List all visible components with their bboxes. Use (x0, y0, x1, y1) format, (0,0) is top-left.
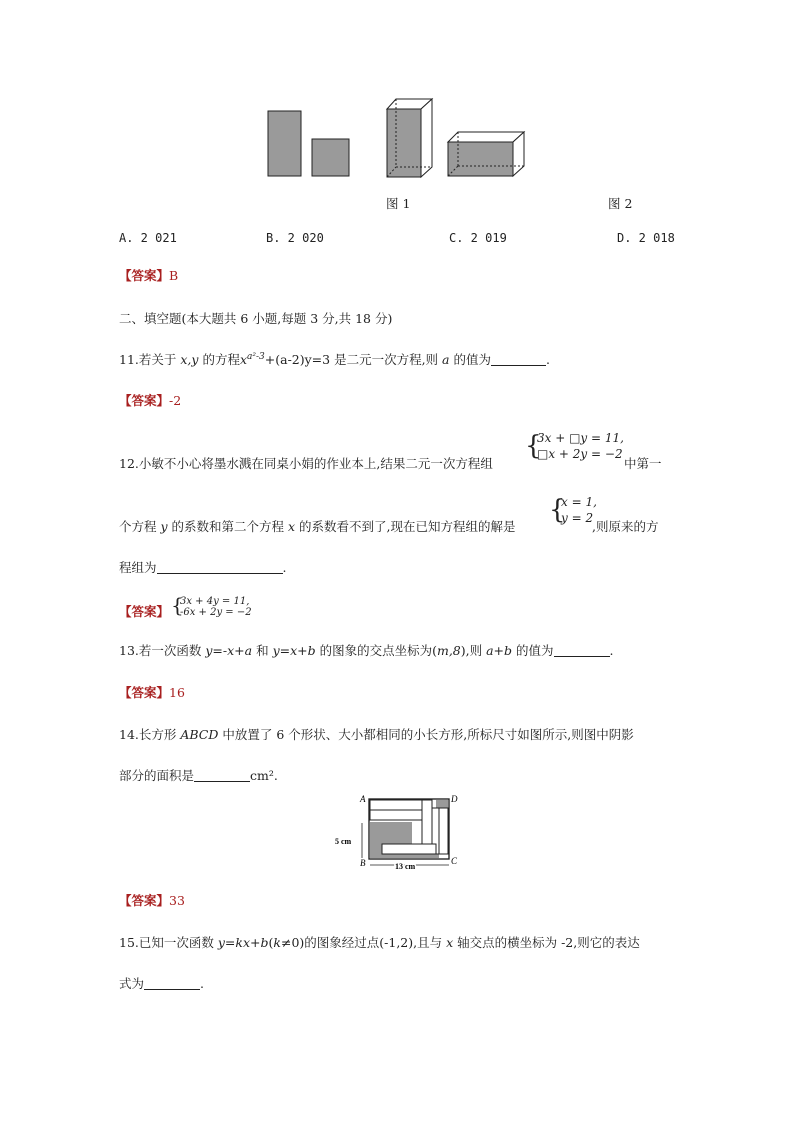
q15-blank (144, 977, 200, 990)
q12-sys-eq2: □x + 2y = −2 (537, 447, 623, 461)
q12-ans-eq1: 3x + 4y = 11, (180, 596, 250, 607)
option-a: A. 2 021 (119, 231, 177, 245)
question-12-line2 (119, 517, 516, 535)
figure1-caption: 图 1 (386, 196, 411, 211)
q13-f1: y=-x+a (205, 643, 253, 658)
q14-unit: cm². (250, 768, 278, 783)
q14-abcd: ABCD (180, 727, 219, 742)
q12-sys-eq1: 3x + □y = 11, (537, 431, 624, 445)
answer-tag: 【答案】 (119, 893, 170, 908)
width-label: 13 cm (395, 862, 416, 871)
answer-q14 (119, 891, 185, 909)
question-12-line1 (119, 454, 493, 472)
answer-q13 (119, 683, 185, 701)
q15-text: 15.已知一次函数 (119, 935, 218, 950)
q12-text: 程组为 (119, 560, 157, 575)
q12-text: 的系数和第二个方程 (167, 519, 288, 534)
q11-vars: x,y (180, 352, 199, 367)
option-d: D. 2 018 (617, 231, 675, 245)
question-15-line1 (119, 933, 640, 951)
fig2-tall-box (387, 99, 432, 177)
q15-k: k (273, 935, 281, 950)
q13-ab: a+b (486, 643, 513, 658)
fig2-wide-box (448, 132, 524, 176)
q12-text: 的系数看不到了,现在已知方程组的解是 (295, 519, 516, 534)
q13-point: m,8 (436, 643, 461, 658)
q13-f2: y=x+b (272, 643, 316, 658)
q12-blank (157, 561, 283, 574)
question-11 (119, 350, 550, 368)
q12-ans-eq2: -6x + 2y = −2 (180, 607, 252, 618)
q12-end: . (282, 560, 287, 575)
answer-value: 16 (169, 685, 185, 700)
q11-blank (491, 353, 546, 366)
q14-blank (194, 769, 250, 782)
brace-icon: { (171, 593, 184, 617)
q11-number: 11. (119, 352, 139, 367)
brace-icon: { (549, 495, 566, 525)
option-c: C. 2 019 (449, 231, 507, 245)
q12-y: y (160, 519, 168, 534)
answer-value: B (169, 268, 179, 283)
answer-tag: 【答案】 (119, 604, 170, 619)
q12-x: x (288, 519, 296, 534)
figure-blocks (260, 95, 530, 185)
q15-function: y=kx+b (217, 935, 269, 950)
figure2-caption: 图 2 (608, 196, 633, 211)
answer-tag: 【答案】 (119, 685, 170, 700)
vertex-d: D (451, 794, 458, 804)
q14-text: 中放置了 6 个形状、大小都相同的小长方形,所标尺寸如图所示,则图中阴影 (218, 727, 634, 742)
q15-text: 轴交点的横坐标为 -2,则它的表达 (453, 935, 640, 950)
q11-text: 的方程 (198, 352, 240, 367)
brace-icon: { (525, 431, 542, 461)
q11-text: 若关于 (138, 352, 181, 367)
answer-q12 (119, 602, 169, 620)
q12-equation-system (525, 430, 624, 462)
q13-end: . (609, 643, 614, 658)
answer-tag: 【答案】 (119, 393, 170, 408)
q13-blank (554, 644, 610, 657)
fig1-tall-rect (268, 111, 301, 176)
q13-text: 的图象的交点坐标为( (315, 643, 437, 658)
q13-text: ),则 (460, 643, 487, 658)
q13-text: 和 (252, 643, 273, 658)
q14-rectangle-figure (333, 792, 463, 872)
q15-text: ( (268, 935, 274, 950)
q12-sol2: y = 2 (561, 511, 594, 525)
answer-q10 (119, 266, 178, 284)
q14-text: 部分的面积是 (119, 768, 195, 783)
q12-text-end: 中第一 (624, 456, 662, 471)
answer-value: -2 (169, 393, 182, 408)
q15-x: x (446, 935, 454, 950)
q11-x: x (239, 352, 248, 367)
fig1-square-rect (312, 139, 349, 176)
q11-text: +(a-2)y=3 是二元一次方程,则 (264, 352, 443, 367)
q12-text: 个方程 (119, 519, 161, 534)
answer-value: 33 (169, 893, 185, 908)
q12-text: 12.小敏不小心将墨水溅在同桌小娟的作业本上,结果二元一次方程组 (119, 456, 493, 471)
q15-text: 式为 (119, 976, 145, 991)
q12-text-end2: ,则原来的方 (592, 519, 659, 534)
q14-text: 14.长方形 (119, 727, 181, 742)
q11-exponent: a²-3 (247, 351, 265, 362)
q11-a: a (442, 352, 450, 367)
answer-tag: 【答案】 (119, 268, 170, 283)
question-14-line1 (119, 725, 634, 743)
question-13 (119, 641, 614, 659)
vertex-b: B (360, 858, 366, 868)
q11-text: 的值为 (449, 352, 491, 367)
q15-text: ≠0)的图象经过点(-1,2),且与 (280, 935, 447, 950)
answer-q11 (119, 391, 181, 409)
q12-solution-system (549, 494, 597, 526)
question-12-line3 (119, 558, 287, 576)
q13-text: 13.若一次函数 (119, 643, 206, 658)
question-15-line2 (119, 974, 204, 992)
q13-text: 的值为 (512, 643, 554, 658)
option-b: B. 2 020 (266, 231, 324, 245)
q12-sol1: x = 1, (561, 495, 597, 509)
vertex-a: A (360, 794, 366, 804)
section-title: 二、填空题(本大题共 6 小题,每题 3 分,共 18 分) (119, 311, 393, 326)
height-label: 5 cm (335, 837, 352, 846)
question-14-line2 (119, 766, 278, 784)
q15-end: . (200, 976, 204, 991)
q11-end: . (545, 352, 550, 367)
q12-answer-system (171, 593, 252, 618)
shaded-region-corner (436, 800, 448, 808)
vertex-c: C (451, 856, 458, 866)
